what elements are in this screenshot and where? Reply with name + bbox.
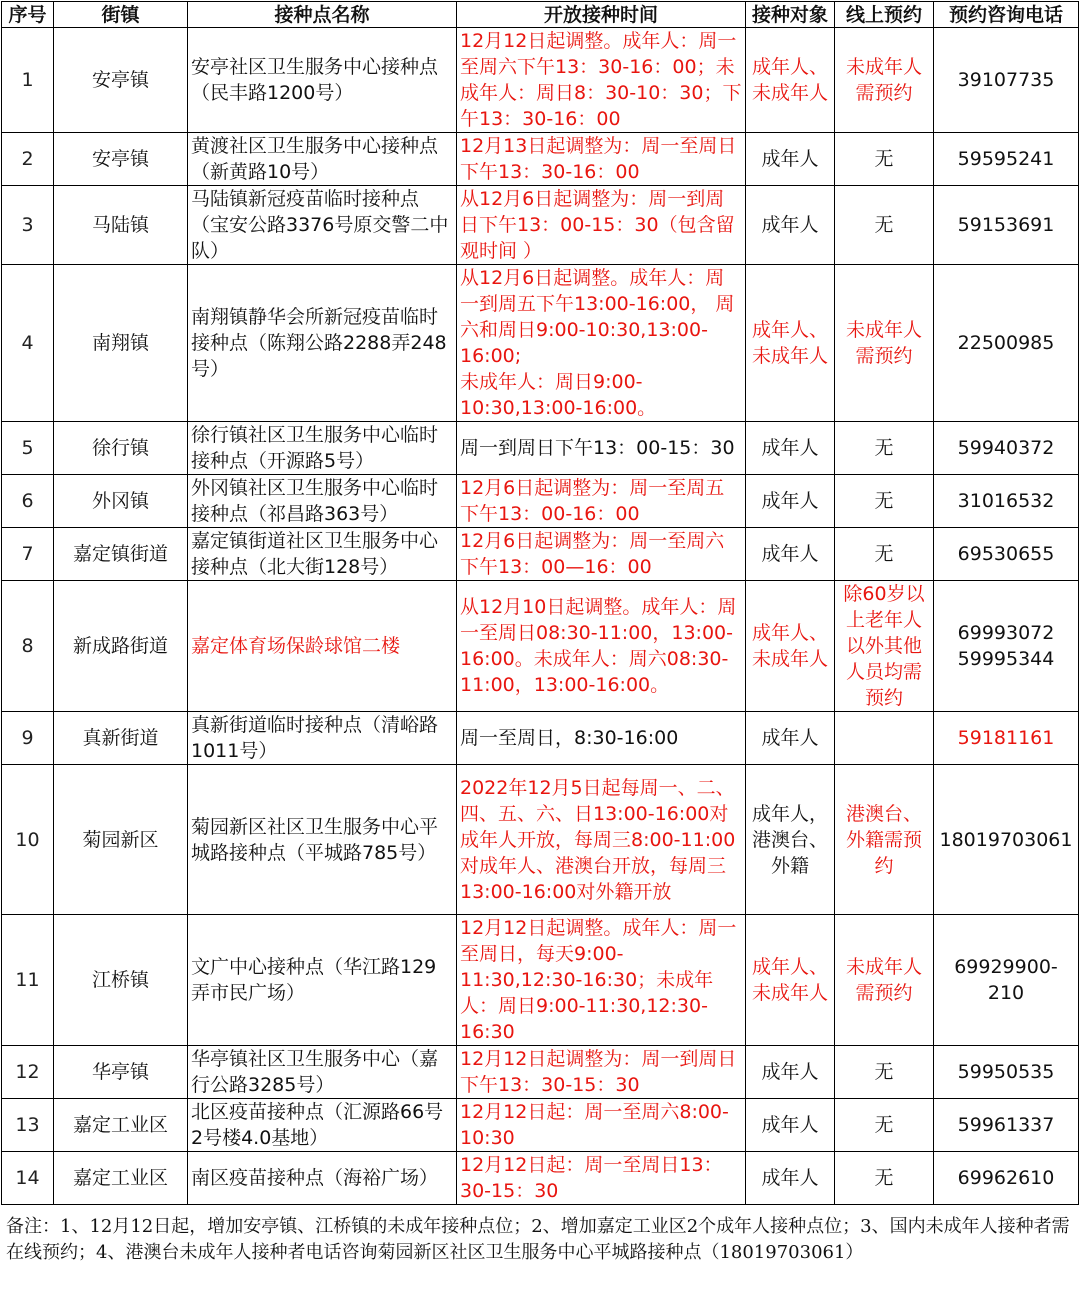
town-cell: 嘉定工业区: [54, 1152, 188, 1205]
row-number: 7: [2, 528, 54, 581]
site-cell: 真新街道临时接种点（清峪路1011号）: [188, 712, 457, 765]
phone-cell: 22500985: [934, 265, 1079, 422]
town-cell: 嘉定工业区: [54, 1099, 188, 1152]
booking-cell: 除60岁以上老年人以外其他人员均需预约: [835, 581, 934, 712]
town-cell: 安亭镇: [54, 133, 188, 186]
town-cell: 嘉定镇街道: [54, 528, 188, 581]
row-number: 11: [2, 915, 54, 1046]
header-row: [2, 2, 1079, 28]
table-row: [2, 1046, 1079, 1099]
booking-cell: 无: [835, 1099, 934, 1152]
table-row: [2, 765, 1079, 915]
time-cell: 12月12日起调整为：周一到周日下午13：30-15：30: [457, 1046, 746, 1099]
time-cell: 12月12日起调整。成年人：周一至周六下午13：30-16：00；未成年人：周日8：30-10：30；下午13：30-16：00: [457, 28, 746, 133]
town-cell: 新成路街道: [54, 581, 188, 712]
site-cell: 外冈镇社区卫生服务中心临时接种点（祁昌路363号）: [188, 475, 457, 528]
site-cell: 北区疫苗接种点（汇源路66号2号楼4.0基地）: [188, 1099, 457, 1152]
table-row: [2, 475, 1079, 528]
time-cell: 12月6日起调整为：周一至周五下午13：00-16：00: [457, 475, 746, 528]
table-row: [2, 915, 1079, 1046]
booking-cell: 未成年人需预约: [835, 265, 934, 422]
site-cell: 马陆镇新冠疫苗临时接种点（宝安公路3376号原交警二中队）: [188, 186, 457, 265]
header-phone: 预约咨询电话: [934, 2, 1079, 28]
header-no: 序号: [2, 2, 54, 28]
row-number: 4: [2, 265, 54, 422]
time-cell: 12月12日起：周一至周日13：30-15：30: [457, 1152, 746, 1205]
table-row: [2, 581, 1079, 712]
town-cell: 徐行镇: [54, 422, 188, 475]
town-cell: 江桥镇: [54, 915, 188, 1046]
target-cell: 成年人、未成年人: [746, 915, 835, 1046]
site-cell: 安亭社区卫生服务中心接种点（民丰路1200号）: [188, 28, 457, 133]
row-number: 5: [2, 422, 54, 475]
time-cell: 从12月6日起调整。成年人：周一到周五下午13:00-16:00， 周六和周日9:00-10:30,13:00-16:00; 未成年人：周日9:00-10:30,13:00-16:00。: [457, 265, 746, 422]
row-number: 1: [2, 28, 54, 133]
target-cell: 成年人: [746, 1152, 835, 1205]
site-cell: 菊园新区社区卫生服务中心平城路接种点（平城路785号）: [188, 765, 457, 915]
site-cell: 嘉定体育场保龄球馆二楼: [188, 581, 457, 712]
phone-cell: 59181161: [934, 712, 1079, 765]
target-cell: 成年人、未成年人: [746, 265, 835, 422]
time-cell: 12月12日起：周一至周六8:00-10:30: [457, 1099, 746, 1152]
booking-cell: 未成年人需预约: [835, 28, 934, 133]
target-cell: 成年人: [746, 422, 835, 475]
town-cell: 真新街道: [54, 712, 188, 765]
target-cell: 成年人、未成年人: [746, 28, 835, 133]
table-row: [2, 265, 1079, 422]
table-row: [2, 133, 1079, 186]
town-cell: 安亭镇: [54, 28, 188, 133]
town-cell: 南翔镇: [54, 265, 188, 422]
booking-cell: 无: [835, 1046, 934, 1099]
row-number: 6: [2, 475, 54, 528]
target-cell: 成年人: [746, 528, 835, 581]
time-cell: 从12月6日起调整为：周一到周日下午13：00-15：30（包含留观时间 ）: [457, 186, 746, 265]
phone-cell: 59950535: [934, 1046, 1079, 1099]
target-cell: 成年人: [746, 133, 835, 186]
phone-cell: 18019703061: [934, 765, 1079, 915]
time-cell: 12月12日起调整。成年人：周一至周日，每天9:00-11:30,12:30-16:30；未成年人：周日9:00-11:30,12:30-16:30: [457, 915, 746, 1046]
site-cell: 黄渡社区卫生服务中心接种点（新黄路10号）: [188, 133, 457, 186]
site-cell: 徐行镇社区卫生服务中心临时接种点（开源路5号）: [188, 422, 457, 475]
row-number: 12: [2, 1046, 54, 1099]
phone-cell: 59961337: [934, 1099, 1079, 1152]
town-cell: 华亭镇: [54, 1046, 188, 1099]
booking-cell: 无: [835, 528, 934, 581]
booking-cell: 未成年人需预约: [835, 915, 934, 1046]
booking-cell: [835, 712, 934, 765]
row-number: 3: [2, 186, 54, 265]
header-time: 开放接种时间: [457, 2, 746, 28]
booking-cell: 无: [835, 422, 934, 475]
footnote: 备注：1、12月12日起，增加安亭镇、江桥镇的未成年接种点位；2、增加嘉定工业区2个成年人接种点位；3、国内未成年人接种者需在线预约；4、港澳台未成年人接种者电话咨询菊园新区社区卫生服务中心平城路接种点（18019703061）: [6, 1216, 1070, 1263]
booking-cell: 无: [835, 186, 934, 265]
booking-cell: 港澳台、外籍需预约: [835, 765, 934, 915]
site-cell: 嘉定镇街道社区卫生服务中心接种点（北大街128号）: [188, 528, 457, 581]
target-cell: 成年人: [746, 475, 835, 528]
row-number: 10: [2, 765, 54, 915]
phone-cell: 69530655: [934, 528, 1079, 581]
town-cell: 外冈镇: [54, 475, 188, 528]
target-cell: 成年人: [746, 712, 835, 765]
target-cell: 成年人: [746, 186, 835, 265]
row-number: 13: [2, 1099, 54, 1152]
booking-cell: 无: [835, 1152, 934, 1205]
header-town: 街镇: [54, 2, 188, 28]
row-number: 8: [2, 581, 54, 712]
table-row: [2, 1152, 1079, 1205]
header-site: 接种点名称: [188, 2, 457, 28]
phone-cell: 69929900-210: [934, 915, 1079, 1046]
table-row: [2, 712, 1079, 765]
target-cell: 成年人: [746, 1099, 835, 1152]
target-cell: 成年人、未成年人: [746, 581, 835, 712]
phone-cell: 31016532: [934, 475, 1079, 528]
site-cell: 南区疫苗接种点（海裕广场）: [188, 1152, 457, 1205]
header-target: 接种对象: [746, 2, 835, 28]
target-cell: 成年人，港澳台、外籍: [746, 765, 835, 915]
row-number: 9: [2, 712, 54, 765]
table-row: [2, 422, 1079, 475]
target-cell: 成年人: [746, 1046, 835, 1099]
time-cell: 周一到周日下午13：00-15：30: [457, 422, 746, 475]
table-row: [2, 28, 1079, 133]
time-cell: 2022年12月5日起每周一、二、四、五、六、日13:00-16:00对成年人开放，每周三8:00-11:00对成年人、港澳台开放，每周三13:00-16:00对外籍开放: [457, 765, 746, 915]
phone-cell: 39107735: [934, 28, 1079, 133]
town-cell: 菊园新区: [54, 765, 188, 915]
phone-cell: 59595241: [934, 133, 1079, 186]
row-number: 14: [2, 1152, 54, 1205]
time-cell: 周一至周日，8:30-16:00: [457, 712, 746, 765]
phone-cell: 59940372: [934, 422, 1079, 475]
site-cell: 文广中心接种点（华江路129弄市民广场）: [188, 915, 457, 1046]
phone-cell: 69962610: [934, 1152, 1079, 1205]
booking-cell: 无: [835, 475, 934, 528]
header-booking: 线上预约: [835, 2, 934, 28]
town-cell: 马陆镇: [54, 186, 188, 265]
time-cell: 从12月10日起调整。成年人：周一至周日08:30-11:00，13:00-16:00。未成年人：周六08:30-11:00，13:00-16:00。: [457, 581, 746, 712]
row-number: 2: [2, 133, 54, 186]
time-cell: 12月13日起调整为：周一至周日下午13：30-16：00: [457, 133, 746, 186]
table-row: [2, 528, 1079, 581]
vaccination-schedule-table: [1, 1, 1079, 1205]
phone-cell: 69993072 59995344: [934, 581, 1079, 712]
site-cell: 南翔镇静华会所新冠疫苗临时接种点（陈翔公路2288弄248号）: [188, 265, 457, 422]
site-cell: 华亭镇社区卫生服务中心（嘉行公路3285号）: [188, 1046, 457, 1099]
phone-cell: 59153691: [934, 186, 1079, 265]
table-row: [2, 186, 1079, 265]
time-cell: 12月6日起调整为：周一至周六下午13：00—16：00: [457, 528, 746, 581]
booking-cell: 无: [835, 133, 934, 186]
table-row: [2, 1099, 1079, 1152]
